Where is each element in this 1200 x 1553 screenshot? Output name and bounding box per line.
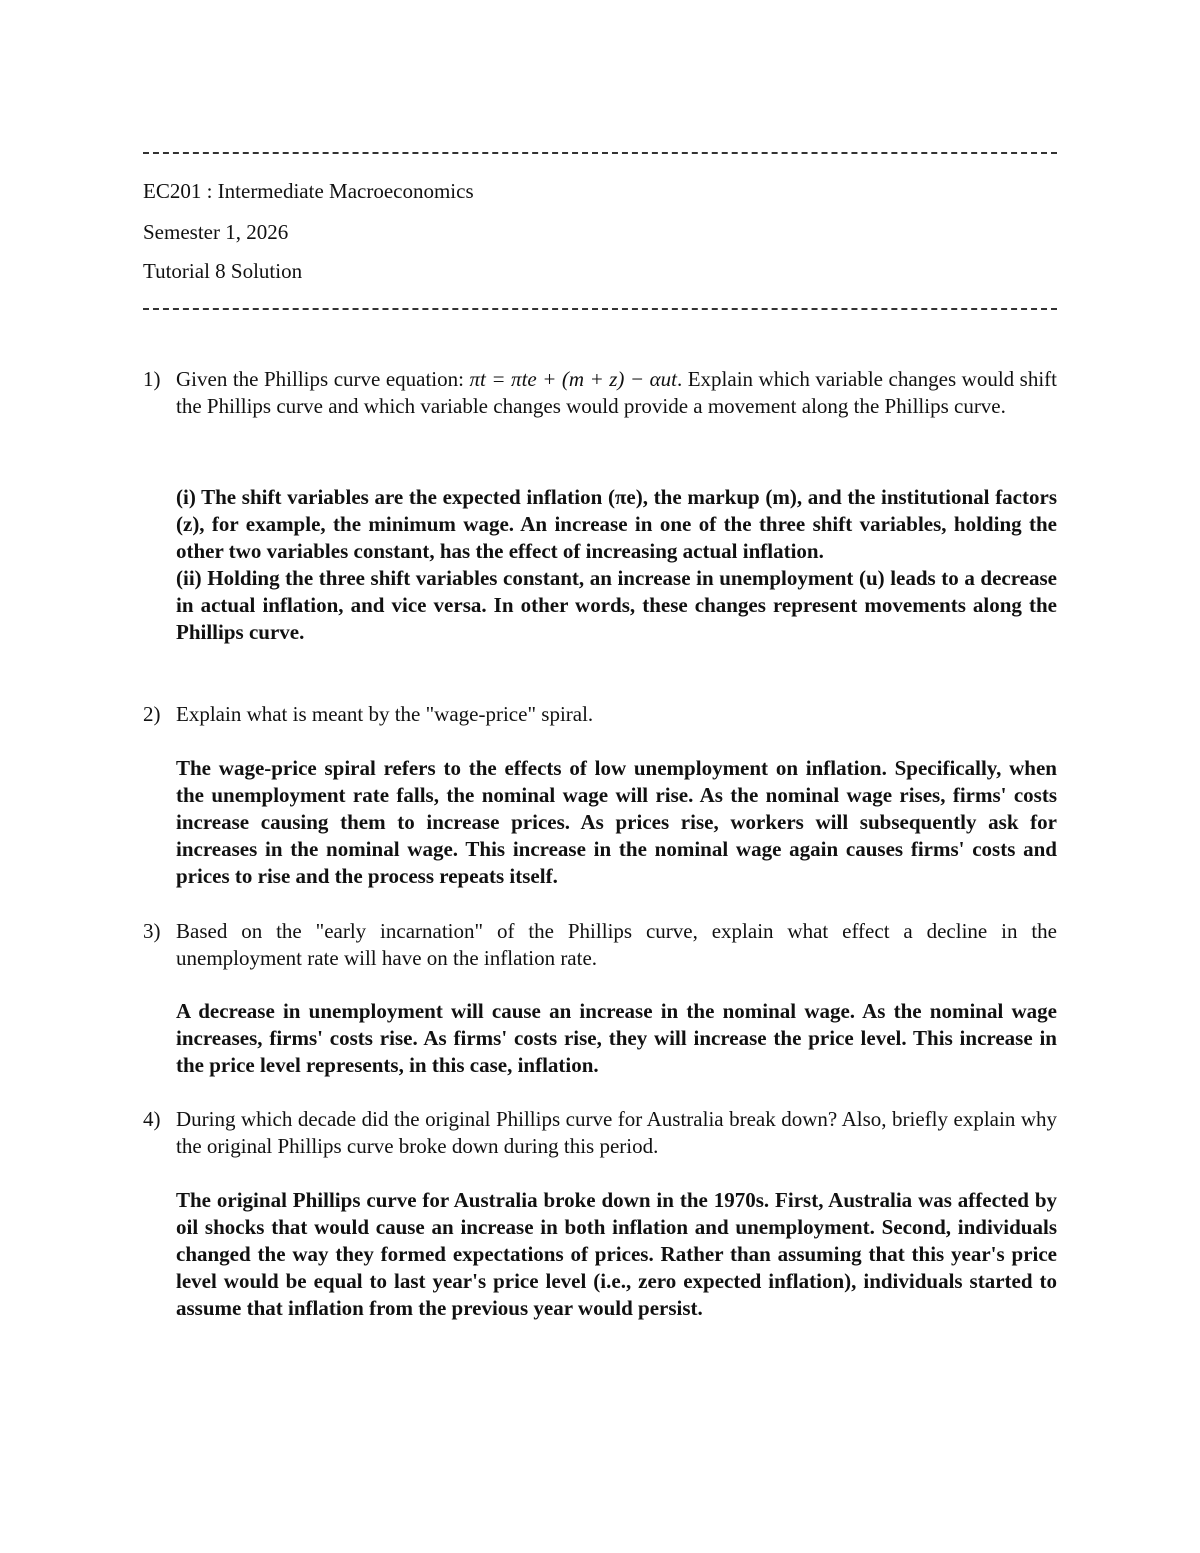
question-4-number: 4) (143, 1107, 161, 1131)
semester-label: Semester 1, 2026 (143, 220, 289, 244)
question-1-prompt-start: Given the Phillips curve equation: (176, 367, 470, 391)
answer-3: A decrease in unemployment will cause an increase in the nominal wage. As the nominal wage increases, firms' costs rise. As firms' costs rise, they will increase the price level. This increase in the price level represents, in this case, inflation. (176, 999, 1057, 1077)
answer-2: The wage-price spiral refers to the effects of low unemployment on inflation. Specifically, when the unemployment rate falls, the nominal wage will rise. As the nominal wage rises, firms' costs increase causing them to increase prices. As prices rise, workers will subsequently ask for increases in the nominal wage. This increase in the nominal wage again causes firms' costs and prices to rise and the process repeats itself. (176, 756, 1057, 888)
course-title: EC201 : Intermediate Macroeconomics (143, 179, 474, 203)
question-1-prompt-end: . Explain which variable changes would shift the Phillips curve and which variable changes would provide a movement along the Phillips curve. (176, 367, 1058, 418)
header-divider-top (143, 152, 1057, 154)
question-1-number: 1) (143, 367, 161, 391)
document-title: Tutorial 8 Solution (143, 259, 303, 283)
question-3-prompt: Based on the "early incarnation" of the Phillips curve, explain what effect a decline in the unemployment rate will have on the inflation rate. (176, 919, 1057, 970)
question-4-prompt: During which decade did the original Phillips curve for Australia break down? Also, briefly explain why the original Phillips curve broke down during this period. (176, 1107, 1057, 1158)
answer-1-part-i: (i) The shift variables are the expected inflation (πe), the markup (m), and the institutional factors (z), for example, the minimum wage. An increase in one of the three shift variables, holding the other two variables constant, has the effect of increasing actual inflation. (176, 485, 1057, 563)
question-1-prompt (176, 366, 1057, 420)
phillips-curve-equation: πt = πte + (m + z) − αut (469, 367, 677, 391)
answer-1-part-ii: (ii) Holding the three shift variables constant, an increase in unemployment (u) leads to a decrease in actual inflation, and vice versa. In other words, these changes represent movements along the Phillips curve. (176, 566, 1057, 644)
header-divider-bottom (143, 308, 1057, 310)
question-3-number: 3) (143, 919, 161, 943)
answer-4: The original Phillips curve for Australia broke down in the 1970s. First, Australia was affected by oil shocks that would cause an increase in both inflation and unemployment. Second, individuals changed the way they formed expectations of prices. Rather than assuming that this year's price level would be equal to last year's price level (i.e., zero expected inflation), individuals started to assume that inflation from the previous year would persist. (176, 1188, 1057, 1320)
answer-1 (176, 484, 1057, 646)
question-2-prompt: Explain what is meant by the "wage-price" spiral. (176, 702, 594, 726)
question-2-number: 2) (143, 702, 161, 726)
